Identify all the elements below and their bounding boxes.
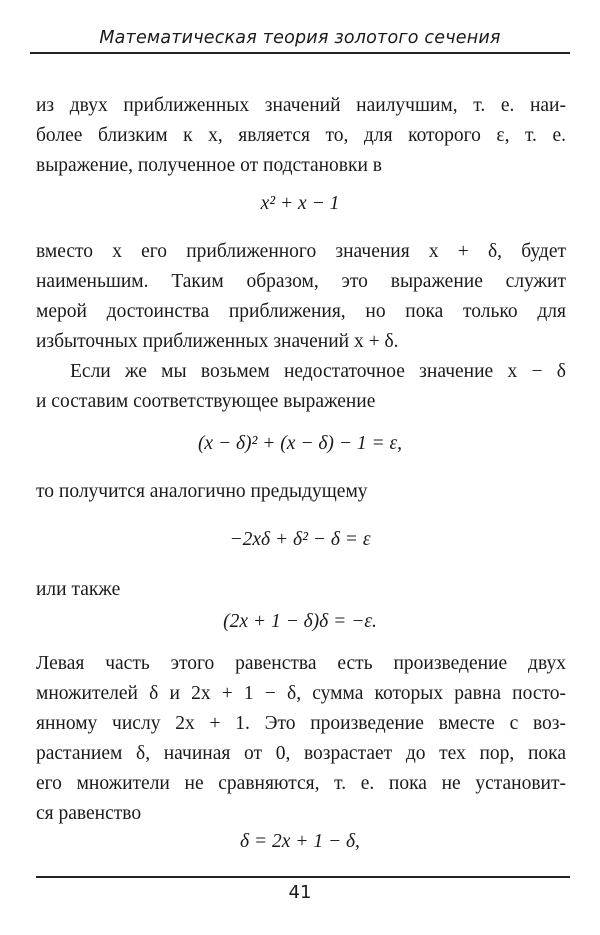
text-line: или также xyxy=(36,579,121,600)
page-number: 41 xyxy=(288,882,312,903)
text-line: наименьшим. Таким образом, это выражение служит xyxy=(36,271,566,292)
text-line: Если же мы возьмем недостаточное значение x − δ xyxy=(70,361,566,382)
text-line: Левая часть этого равенства есть произведение двух xyxy=(36,653,566,674)
text-line: избыточных приближенных значений x + δ. xyxy=(36,331,399,352)
text-line: и составим соответствующее выражение xyxy=(36,391,376,412)
formula: (x − δ)² + (x − δ) − 1 = ε, xyxy=(197,433,403,454)
text-line: растанием δ, начиная от 0, возрастает до тех пор, пока xyxy=(36,743,566,764)
text-line: более близким к x, является то, для которого ε, т. е. xyxy=(36,125,566,146)
text-line: янному числу 2x + 1. Это произведение вместе с воз- xyxy=(36,713,566,734)
text-line: из двух приближенных значений наилучшим, т. е. наи- xyxy=(36,95,566,116)
text-line: мерой достоинства приближения, но пока только для xyxy=(36,301,566,322)
text-line: множителей δ и 2x + 1 − δ, сумма которых равна посто- xyxy=(36,683,566,704)
text-line: ся равенство xyxy=(36,803,142,824)
formula: (2x + 1 − δ)δ = −ε. xyxy=(223,611,377,632)
formula: −2xδ + δ² − δ = ε xyxy=(229,529,371,550)
text-line: его множители не сравняются, т. е. пока не установит- xyxy=(36,773,566,794)
formula: x² + x − 1 xyxy=(260,193,340,214)
header-rule xyxy=(30,52,570,54)
footer-rule xyxy=(36,876,570,878)
running-title: Математическая теория золотого сечения xyxy=(99,28,501,48)
text-line: выражение, полученное от подстановки в xyxy=(36,155,383,176)
text-line: вместо x его приближенного значения x + δ, будет xyxy=(36,241,566,262)
text-line: то получится аналогично предыдущему xyxy=(36,481,368,502)
formula: δ = 2x + 1 − δ, xyxy=(240,831,360,852)
